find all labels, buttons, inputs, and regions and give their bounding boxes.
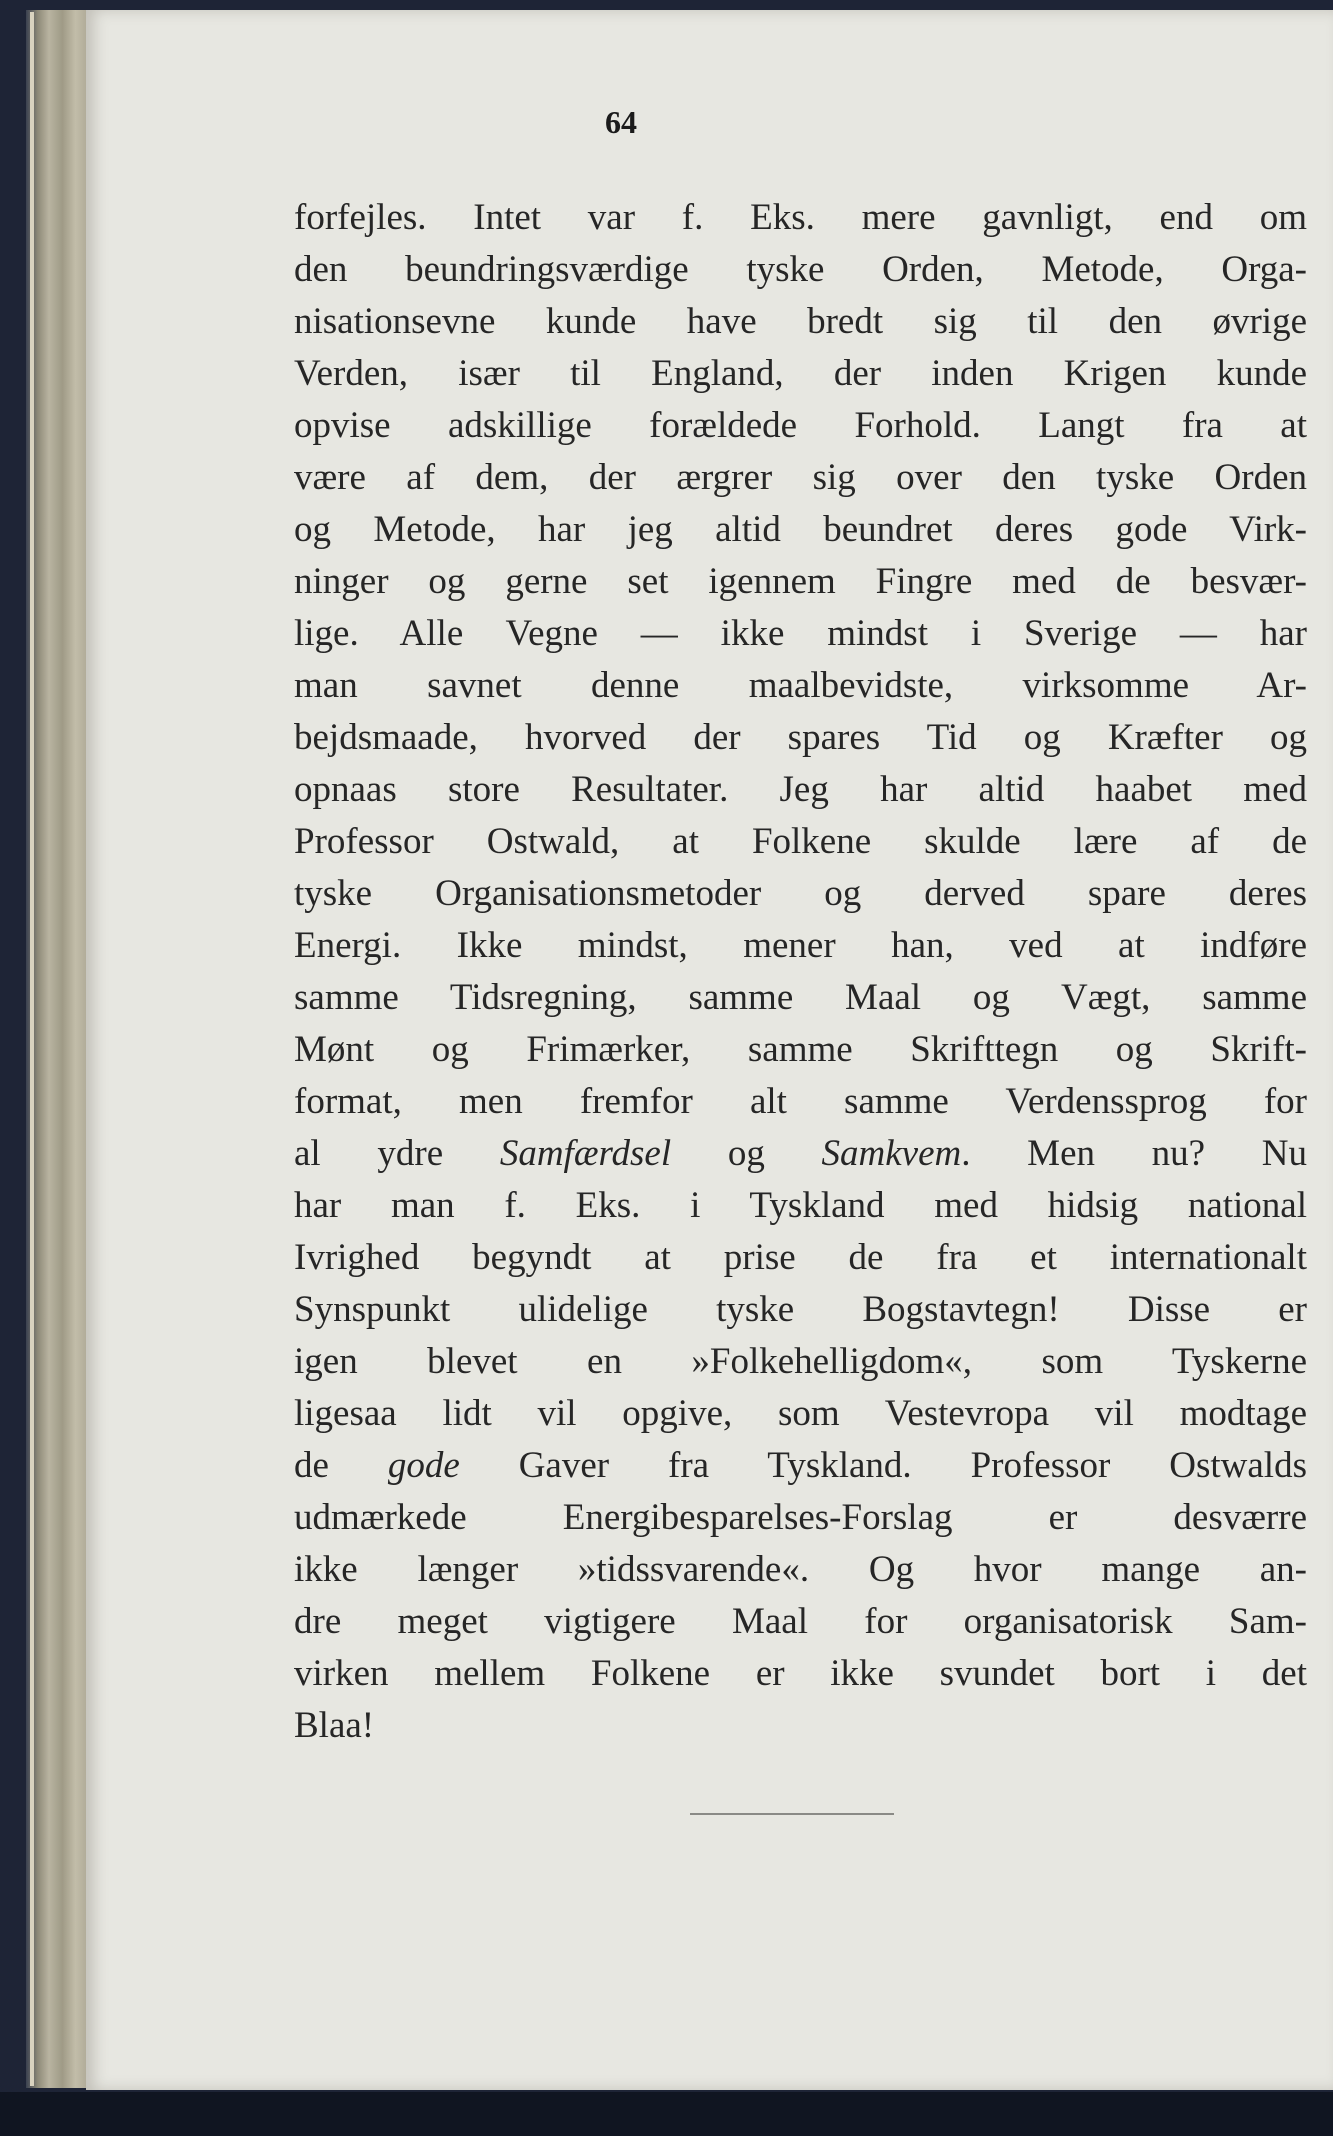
section-end-rule: [690, 1813, 894, 1815]
text-run: . Men nu? Nu: [961, 1133, 1308, 1174]
text-line: Professor Ostwald, at Folkene skulde lære af de: [294, 821, 1307, 862]
text-line: opvise adskillige forældede Forhold. Langt fra at: [294, 405, 1307, 446]
italic-term: Samfærdsel: [499, 1133, 672, 1174]
text-line: og Metode, har jeg altid beundret deres gode Virk-: [294, 509, 1307, 550]
text-line: bejdsmaade, hvorved der spares Tid og Kræfter og: [294, 717, 1307, 758]
text-line: forfejles. Intet var f. Eks. mere gavnligt, end om: [294, 197, 1307, 238]
text-run: og: [671, 1133, 822, 1174]
text-line: ninger og gerne set igennem Fingre med de besvær-: [294, 561, 1307, 602]
text-line: lige. Alle Vegne — ikke mindst i Sverige — har: [294, 613, 1307, 654]
italic-term: Samkvem: [821, 1133, 962, 1174]
text-line: Energi. Ikke mindst, mener han, ved at indføre: [294, 925, 1307, 966]
text-line: man savnet denne maalbevidste, virksomme Ar-: [294, 665, 1307, 706]
text-line: har man f. Eks. i Tyskland med hidsig national: [294, 1185, 1307, 1226]
book-spine-edge: [26, 10, 92, 2088]
text-run: de: [294, 1445, 388, 1486]
text-line: format, men fremfor alt samme Verdenssprog for: [294, 1081, 1307, 1122]
text-line: være af dem, der ærgrer sig over den tyske Orden: [294, 457, 1307, 498]
text-line-with-italics: [294, 1440, 1307, 1492]
italic-term: gode: [387, 1445, 460, 1486]
text-run: al ydre: [294, 1133, 500, 1174]
text-line-final: Blaa!: [294, 1705, 375, 1746]
page-stack-edge: [30, 12, 34, 2086]
text-line: den beundringsværdige tyske Orden, Metode, Orga-: [294, 249, 1307, 290]
text-line: igen blevet en »Folkehelligdom«, som Tyskerne: [294, 1341, 1307, 1382]
body-text: [294, 192, 1307, 1752]
text-line-with-italics: [294, 1128, 1307, 1180]
text-line: samme Tidsregning, samme Maal og Vægt, samme: [294, 977, 1307, 1018]
text-line: tyske Organisationsmetoder og derved spare deres: [294, 873, 1307, 914]
text-line: nisationsevne kunde have bredt sig til den øvrige: [294, 301, 1307, 342]
text-line: Synspunkt ulidelige tyske Bogstavtegn! Disse er: [294, 1289, 1307, 1330]
text-line: Ivrighed begyndt at prise de fra et internationalt: [294, 1237, 1307, 1278]
text-line: Verden, især til England, der inden Krigen kunde: [294, 353, 1307, 394]
text-line: opnaas store Resultater. Jeg har altid haabet med: [294, 769, 1307, 810]
text-line: ikke længer »tidssvarende«. Og hvor mange an-: [294, 1549, 1307, 1590]
scanner-background: [0, 2092, 1333, 2136]
text-line: ligesaa lidt vil opgive, som Vestevropa vil modtage: [294, 1393, 1307, 1434]
page-number: 64: [605, 104, 637, 140]
text-line: dre meget vigtigere Maal for organisatorisk Sam-: [294, 1601, 1307, 1642]
text-line: virken mellem Folkene er ikke svundet bort i det: [294, 1653, 1307, 1694]
text-run: Gaver fra Tyskland. Professor Ostwalds: [459, 1445, 1307, 1486]
text-line: Mønt og Frimærker, samme Skrifttegn og Skrift-: [294, 1029, 1307, 1070]
text-line: udmærkede Energibesparelses-Forslag er desværre: [294, 1497, 1307, 1538]
